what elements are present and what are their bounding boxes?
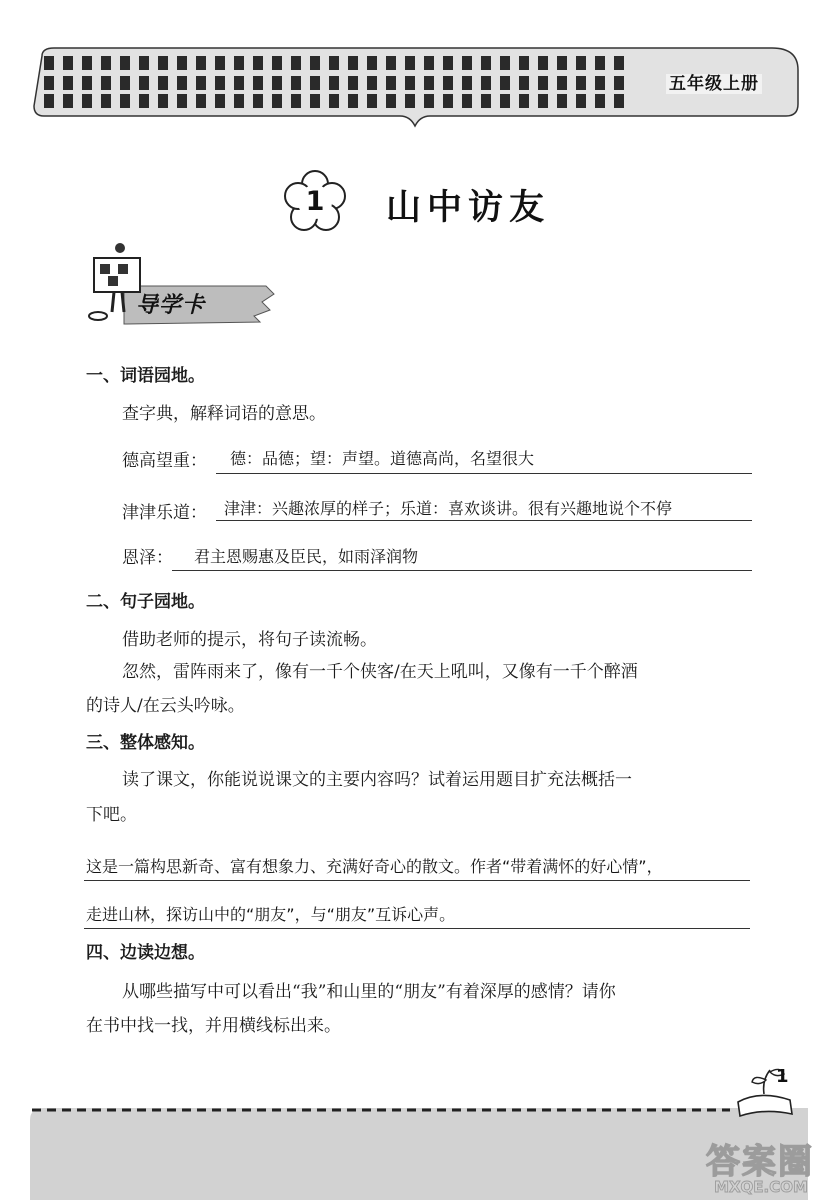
term-2: 津津乐道：: [122, 503, 207, 523]
banner-stripe: [481, 76, 491, 90]
banner-stripe: [120, 56, 130, 70]
banner-stripe: [462, 94, 472, 108]
section-1-instruction: 查字典，解释词语的意思。: [122, 404, 326, 424]
banner-stripe: [595, 94, 605, 108]
banner-stripe: [595, 76, 605, 90]
banner-stripe: [272, 94, 282, 108]
banner-stripe: [158, 94, 168, 108]
banner-stripe: [310, 94, 320, 108]
banner-stripe: [253, 56, 263, 70]
banner-stripe: [44, 76, 54, 90]
page-number: 1: [776, 1066, 789, 1087]
banner-stripe: [272, 56, 282, 70]
banner-stripe: [63, 94, 73, 108]
banner-stripe: [405, 94, 415, 108]
banner-stripe: [272, 76, 282, 90]
banner-stripe: [63, 56, 73, 70]
section-2-sentence-line-2: 的诗人/在云头吟咏。: [86, 696, 245, 716]
banner-stripe: [576, 76, 586, 90]
section-4-heading: 四、边读边想。: [86, 943, 205, 963]
grade-tag: 五年级上册: [666, 74, 762, 94]
banner-stripe: [215, 94, 225, 108]
banner-stripe: [215, 76, 225, 90]
banner-stripe: [177, 76, 187, 90]
banner-stripe: [101, 94, 111, 108]
section-4-question-line-2: 在书中找一找，并用横线标出来。: [86, 1016, 341, 1036]
section-3-answer-rule-1: [84, 880, 750, 881]
watermark-logo: 答案圈: [706, 1142, 814, 1182]
header-banner: [30, 46, 800, 128]
banner-stripe: [82, 56, 92, 70]
banner-stripe: [538, 94, 548, 108]
banner-stripe: [576, 56, 586, 70]
banner-stripe: [253, 76, 263, 90]
banner-stripe: [500, 76, 510, 90]
banner-stripe: [614, 94, 624, 108]
section-3-heading: 三、整体感知。: [86, 733, 205, 753]
answer-line-3: [172, 570, 752, 571]
lesson-number: 1: [305, 186, 325, 217]
banner-stripe: [139, 76, 149, 90]
guide-card-label: 导学卡: [136, 293, 206, 318]
banner-stripe: [557, 94, 567, 108]
banner-stripe: [386, 76, 396, 90]
banner-stripe: [367, 56, 377, 70]
answer-line-1: [216, 473, 752, 474]
banner-stripe: [101, 56, 111, 70]
answer-line-2: [216, 520, 752, 521]
banner-stripe: [538, 76, 548, 90]
banner-stripe: [519, 94, 529, 108]
banner-stripe: [139, 56, 149, 70]
banner-stripe: [462, 56, 472, 70]
answer-2: 津津：兴趣浓厚的样子；乐道：喜欢谈讲。很有兴趣地说个不停: [224, 499, 673, 518]
banner-stripe: [177, 56, 187, 70]
banner-stripe: [196, 56, 206, 70]
banner-stripe: [310, 76, 320, 90]
banner-stripe: [557, 76, 567, 90]
section-2-heading: 二、句子园地。: [86, 592, 205, 612]
term-3: 恩泽：: [122, 548, 173, 568]
answer-3: 君主恩赐惠及臣民，如雨泽润物: [194, 547, 419, 566]
banner-stripe: [329, 94, 339, 108]
banner-stripe: [63, 76, 73, 90]
section-4-question-line-1: 从哪些描写中可以看出“我”和山里的“朋友”有着深厚的感情？请你: [122, 982, 616, 1002]
banner-stripe: [101, 76, 111, 90]
banner-stripe: [329, 56, 339, 70]
banner-stripe: [443, 56, 453, 70]
banner-stripe: [405, 56, 415, 70]
banner-stripe: [367, 76, 377, 90]
term-1: 德高望重：: [122, 451, 207, 471]
banner-stripe: [215, 56, 225, 70]
banner-stripe: [291, 56, 301, 70]
banner-stripe: [310, 56, 320, 70]
banner-stripe: [120, 94, 130, 108]
banner-stripe: [424, 76, 434, 90]
banner-stripe: [158, 76, 168, 90]
answer-1: 德：品德；望：声望。道德高尚，名望很大: [230, 449, 535, 468]
banner-stripe: [481, 56, 491, 70]
banner-stripe: [386, 56, 396, 70]
section-3-question-line-2: 下吧。: [86, 805, 137, 825]
banner-stripe: [367, 94, 377, 108]
banner-stripe: [291, 76, 301, 90]
lesson-title: 山中访友: [386, 188, 551, 228]
banner-stripe: [234, 94, 244, 108]
banner-stripe: [120, 76, 130, 90]
banner-stripe: [177, 94, 187, 108]
banner-stripe: [443, 76, 453, 90]
section-3-question-line-1: 读了课文，你能说说课文的主要内容吗？试着运用题目扩充法概括一: [122, 770, 632, 790]
section-3-answer-line-2: 走进山林，探访山中的“朋友”，与“朋友”互诉心声。: [86, 905, 456, 924]
banner-stripe: [158, 56, 168, 70]
banner-stripe: [481, 94, 491, 108]
banner-stripe: [234, 76, 244, 90]
banner-stripe: [139, 94, 149, 108]
banner-stripe: [557, 56, 567, 70]
banner-stripe: [44, 56, 54, 70]
banner-stripe: [348, 56, 358, 70]
watermark-url: MXQE.COM: [714, 1178, 808, 1196]
section-1-heading: 一、词语园地。: [86, 366, 205, 386]
banner-stripe: [443, 94, 453, 108]
banner-stripe: [519, 76, 529, 90]
banner-stripe: [234, 56, 244, 70]
banner-stripe: [348, 76, 358, 90]
banner-stripe: [196, 94, 206, 108]
banner-stripe: [614, 76, 624, 90]
banner-stripe: [348, 94, 358, 108]
banner-stripe: [462, 76, 472, 90]
banner-stripe: [405, 76, 415, 90]
banner-stripe: [595, 56, 605, 70]
section-2-sentence-line-1: 忽然，雷阵雨来了，像有一千个侠客/在天上吼叫，又像有一千个醉酒: [122, 662, 638, 682]
banner-stripe: [614, 56, 624, 70]
section-3-answer-line-1: 这是一篇构思新奇、富有想象力、充满好奇心的散文。作者“带着满怀的好心情”，: [86, 857, 663, 876]
banner-stripe: [196, 76, 206, 90]
banner-stripe: [500, 94, 510, 108]
banner-stripe: [500, 56, 510, 70]
banner-stripe: [253, 94, 263, 108]
banner-stripe: [538, 56, 548, 70]
banner-stripe: [424, 94, 434, 108]
banner-stripe: [576, 94, 586, 108]
banner-stripe: [519, 56, 529, 70]
banner-stripe: [424, 56, 434, 70]
banner-stripe: [291, 94, 301, 108]
section-3-answer-rule-2: [84, 928, 750, 929]
banner-stripe: [386, 94, 396, 108]
section-2-instruction: 借助老师的提示，将句子读流畅。: [122, 630, 377, 650]
banner-stripe: [329, 76, 339, 90]
banner-stripe: [44, 94, 54, 108]
banner-stripe: [82, 76, 92, 90]
banner-stripe: [82, 94, 92, 108]
